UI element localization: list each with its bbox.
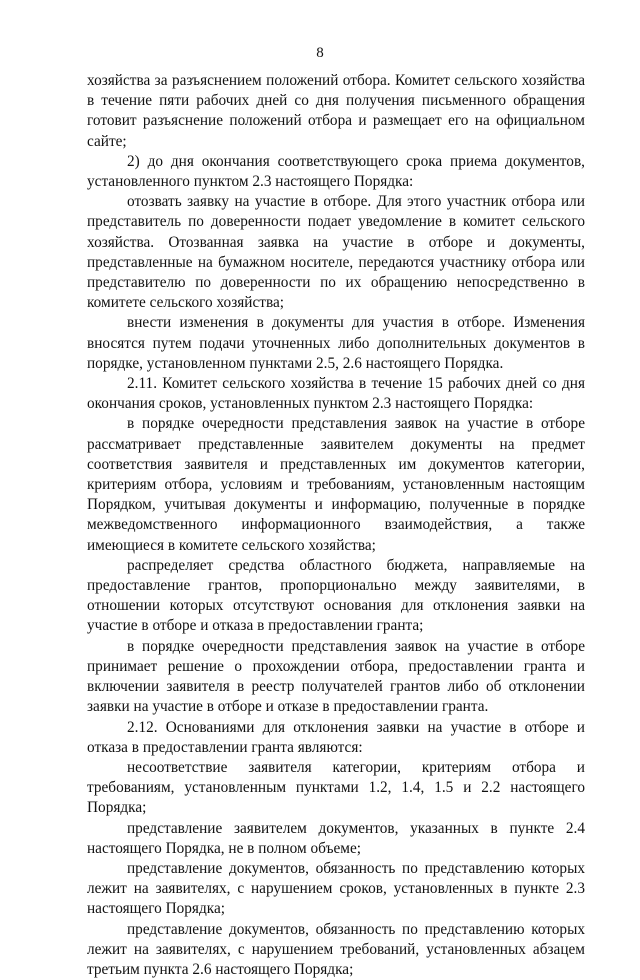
page-number: 8: [316, 45, 324, 61]
document-body: [87, 71, 585, 980]
paragraph: 2.12. Основаниями для отклонения заявки на участие в отборе и отказа в предоставлении гранта являются:: [87, 718, 585, 756]
paragraph: несоответствие заявителя категории, критериям отбора и требованиям, установленным пунктами 1.2, 1.4, 1.5 и 2.2 настоящего Порядка;: [87, 758, 585, 817]
paragraph: в порядке очередности представления заявок на участие в отборе рассматривает представленные заявителем документы на предмет соответствия заявителя и представленных им документов категории, критериям отбора, условиям и требованиям, установленным настоящим Порядком, учитывая документы и информацию, полученные в порядке межведомственного информационного взаимодействия, а также имеющиеся в комитете сельского хозяйства;: [87, 415, 585, 554]
paragraph: внести изменения в документы для участия в отборе. Изменения вносятся путем подачи уточненных либо дополнительных документов в порядке, установленном пунктами 2.5, 2.6 настоящего Порядка.: [87, 314, 585, 372]
paragraph: представление документов, обязанность по представлению которых лежит на заявителях, с нарушением требований, установленных абзацем третьим пункта 2.6 настоящего Порядка;: [87, 920, 585, 978]
paragraph: 2) до дня окончания соответствующего срока приема документов, установленного пунктом 2.3 настоящего Порядка:: [87, 152, 585, 191]
paragraph: хозяйства за разъяснением положений отбора. Комитет сельского хозяйства в течение пяти рабочих дней со дня получения письменного обращения готовит разъяснение положений отбора и размещает его на официальном сайте;: [87, 72, 585, 150]
paragraph: представление документов, обязанность по представлению которых лежит на заявителях, с нарушением сроков, установленных в пункте 2.3 настоящего Порядка;: [87, 859, 585, 918]
paragraph: в порядке очередности представления заявок на участие в отборе принимает решение о прохождении отбора, предоставлении гранта и включении заявителя в реестр получателей грантов либо об отклонении заявки на участие в отборе и отказе в предоставлении гранта.: [87, 637, 585, 716]
paragraph: распределяет средства областного бюджета, направляемые на предоставление грантов, пропорционально между заявителями, в отношении которых отсутствуют основания для отклонения заявки на участие в отборе и отказа в предоставлении гранта;: [87, 556, 585, 635]
paragraph: отозвать заявку на участие в отборе. Для этого участник отбора или представитель по доверенности подает уведомление в комитет сельского хозяйства. Отозванная заявка на участие в отборе и документы, представленные на бумажном носителе, передаются участнику отбора или представителю по доверенности по их обращению непосредственно в комитете сельского хозяйства;: [87, 193, 585, 312]
paragraph: 2.11. Комитет сельского хозяйства в течение 15 рабочих дней со дня окончания сроков, установленных пунктом 2.3 настоящего Порядка:: [87, 375, 585, 413]
paragraph: представление заявителем документов, указанных в пункте 2.4 настоящего Порядка, не в полном объеме;: [87, 819, 585, 857]
